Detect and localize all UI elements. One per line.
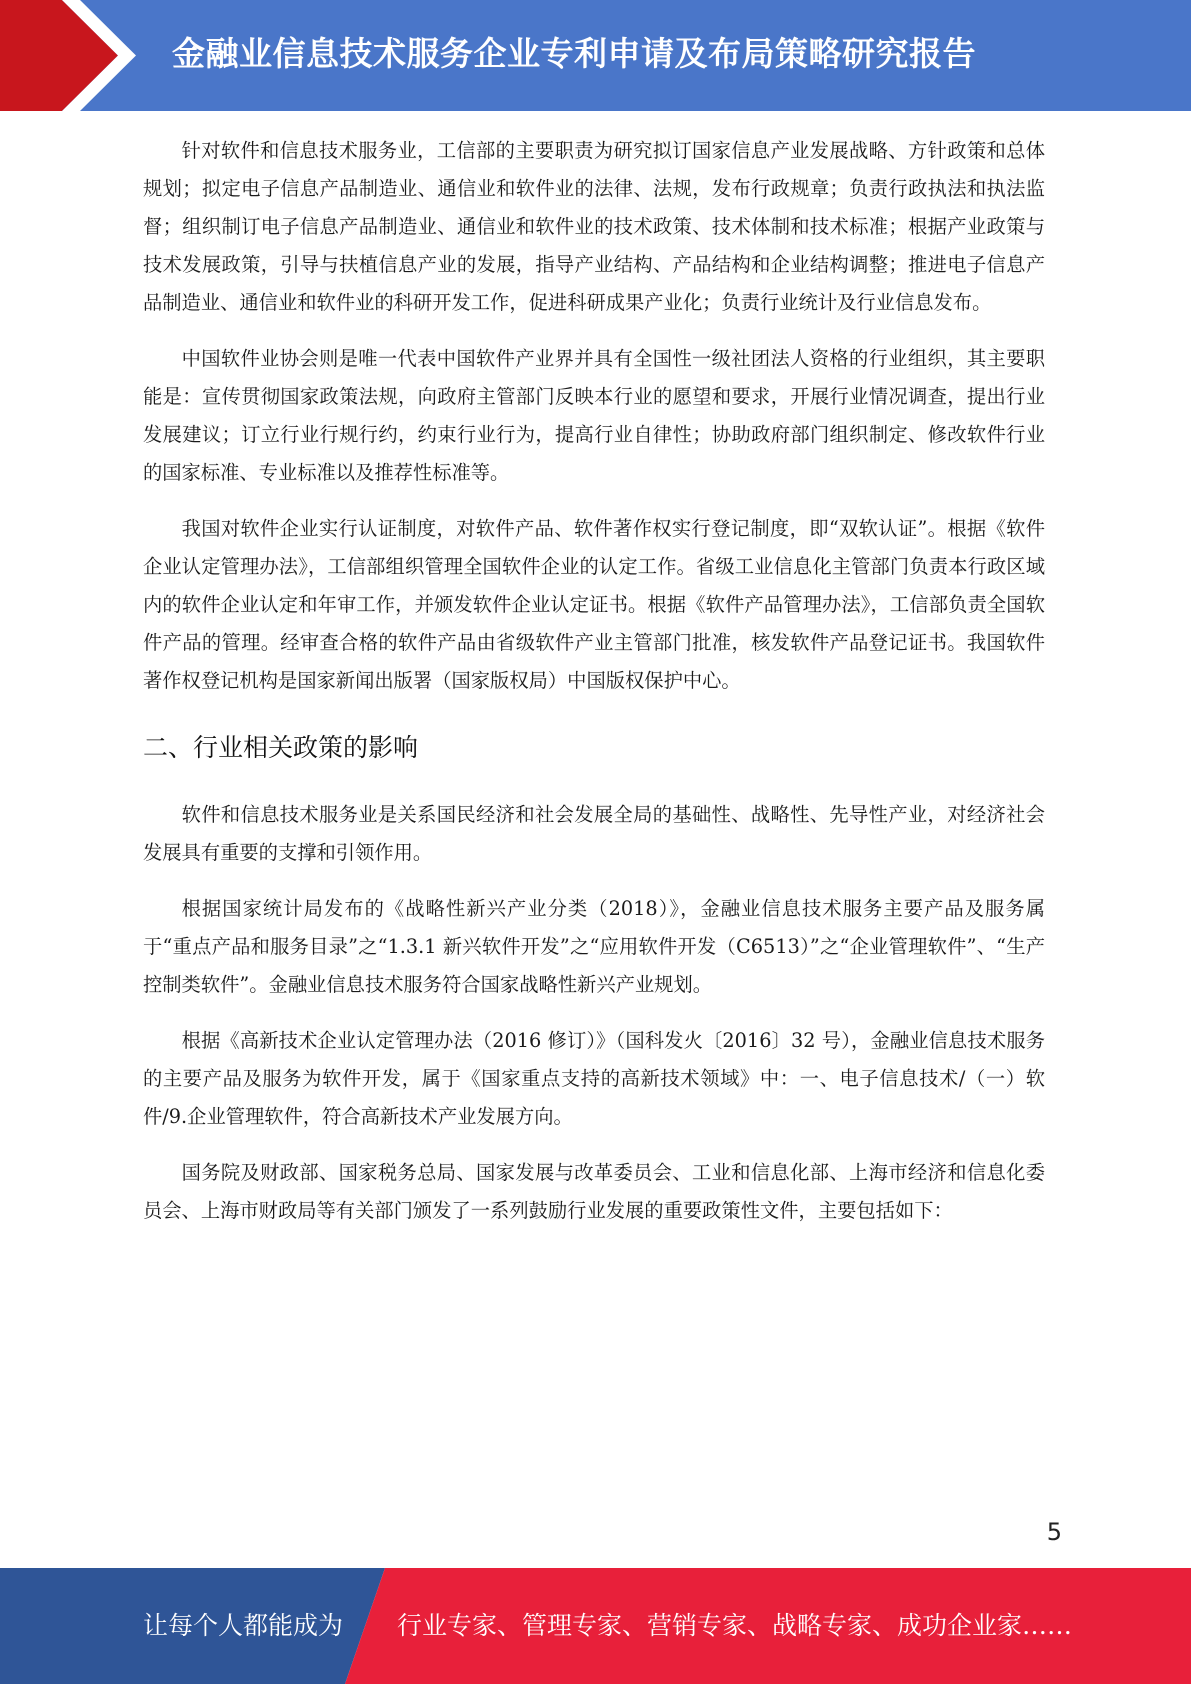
page-number: 5 [1046,1518,1062,1546]
paragraph: 我国对软件企业实行认证制度，对软件产品、软件著作权实行登记制度，即“双软认证”。根据《软件企业认定管理办法》，工信部组织管理全国软件企业的认定工作。省级工业信息化主管部门负责本行政区域内的软件企业认定和年审工作，并颁发软件企业认定证书。根据《软件产品管理办法》，工信部负责全国软件产品的管理。经审查合格的软件产品由省级软件产业主管部门批准，核发软件产品登记证书。我国软件著作权登记机构是国家新闻出版署（国家版权局）中国版权保护中心。 [143,517,1045,692]
footer-banner [0,1568,1191,1684]
paragraph: 国务院及财政部、国家税务总局、国家发展与改革委员会、工业和信息化部、上海市经济和信息化委员会、上海市财政局等有关部门颁发了一系列鼓励行业发展的重要政策性文件，主要包括如下： [143,1161,1045,1222]
report-title: 金融业信息技术服务企业专利申请及布局策略研究报告 [172,34,976,73]
header-chevron-decoration [0,0,160,111]
footer-slogan-right: 行业专家、管理专家、营销专家、战略专家、成功企业家…… [397,1611,1073,1640]
header-banner [0,0,1191,111]
paragraph: 针对软件和信息技术服务业，工信部的主要职责为研究拟订国家信息产业发展战略、方针政策和总体规划；拟定电子信息产品制造业、通信业和软件业的法律、法规，发布行政规章；负责行政执法和执法监督；组织制订电子信息产品制造业、通信业和软件业的技术政策、技术体制和技术标准；根据产业政策与技术发展政策，引导与扶植信息产业的发展，指导产业结构、产品结构和企业结构调整；推进电子信息产品制造业、通信业和软件业的科研开发工作，促进科研成果产业化；负责行业统计及行业信息发布。 [143,139,1045,314]
section-heading: 二、行业相关政策的影响 [143,733,419,762]
page-content [143,132,1045,1248]
paragraph: 根据国家统计局发布的《战略性新兴产业分类（2018）》，金融业信息技术服务主要产品及服务属于“重点产品和服务目录”之“1.3.1 新兴软件开发”之“应用软件开发（C6513）”之“企业管理软件”、“生产控制类软件”。金融业信息技术服务符合国家战略性新兴产业规划。 [143,897,1045,996]
paragraph: 软件和信息技术服务业是关系国民经济和社会发展全局的基础性、战略性、先导性产业，对经济社会发展具有重要的支撑和引领作用。 [143,803,1045,864]
paragraph: 中国软件业协会则是唯一代表中国软件产业界并具有全国性一级社团法人资格的行业组织，其主要职能是：宣传贯彻国家政策法规，向政府主管部门反映本行业的愿望和要求，开展行业情况调查，提出行业发展建议；订立行业行规行约，约束行业行为，提高行业自律性；协助政府部门组织制定、修改软件行业的国家标准、专业标准以及推荐性标准等。 [143,347,1045,484]
footer-slogan-left: 让每个人都能成为 [143,1611,344,1640]
paragraph: 根据《高新技术企业认定管理办法（2016 修订）》（国科发火〔2016〕32 号），金融业信息技术服务的主要产品及服务为软件开发，属于《国家重点支持的高新技术领域》中：一、电子信息技术/（一）软件/9.企业管理软件，符合高新技术产业发展方向。 [143,1029,1045,1128]
